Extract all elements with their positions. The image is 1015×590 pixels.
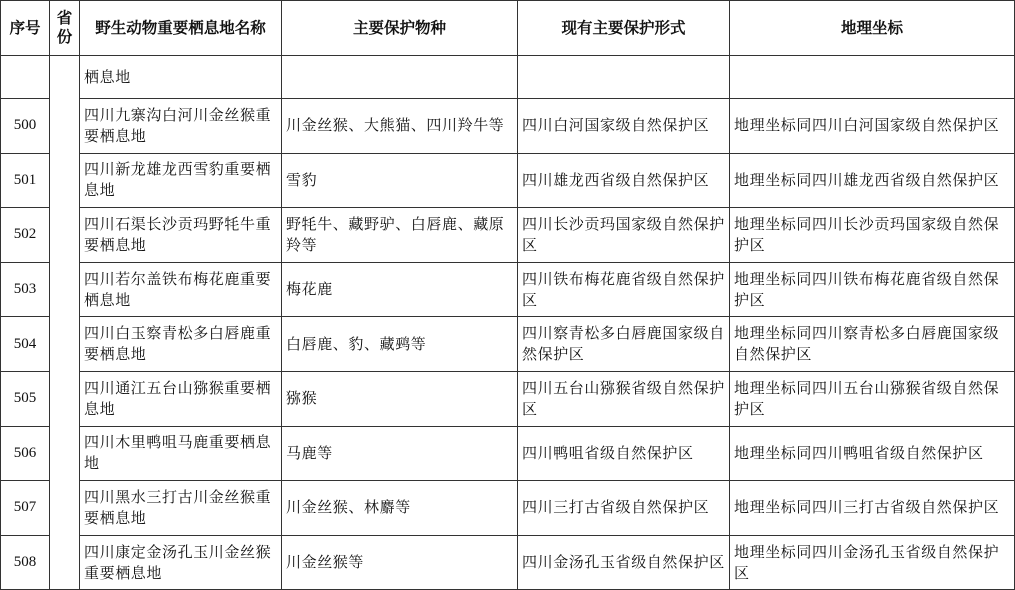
cell-coordinates: [730, 56, 1015, 99]
cell-species: 雪豹: [282, 153, 518, 208]
cell-species: 川金丝猴、大熊猫、四川羚牛等: [282, 99, 518, 154]
cell-coordinates: 地理坐标同四川三打古省级自然保护区: [730, 481, 1015, 536]
header-row: [1, 1, 1015, 56]
table-row: [1, 426, 1015, 481]
header-index: 序号: [1, 1, 50, 56]
table-row: [1, 153, 1015, 208]
header-province-line1: 省: [56, 9, 73, 27]
cell-habitat-name: 四川若尔盖铁布梅花鹿重要栖息地: [80, 262, 282, 317]
cell-protection-form: [518, 56, 730, 99]
table-row: [1, 317, 1015, 372]
cell-protection-form: 四川金汤孔玉省级自然保护区: [518, 535, 730, 590]
cell-index: [1, 56, 50, 99]
cell-province-merged: [50, 56, 80, 590]
cell-species: 马鹿等: [282, 426, 518, 481]
cell-protection-form: 四川长沙贡玛国家级自然保护区: [518, 208, 730, 263]
cell-protection-form: 四川雄龙西省级自然保护区: [518, 153, 730, 208]
cell-coordinates: 地理坐标同四川五台山猕猴省级自然保护区: [730, 371, 1015, 426]
cell-index: 501: [1, 153, 50, 208]
header-province: [50, 1, 80, 56]
cell-species: 梅花鹿: [282, 262, 518, 317]
cell-habitat-name: 四川黑水三打古川金丝猴重要栖息地: [80, 481, 282, 536]
header-habitat-name: 野生动物重要栖息地名称: [80, 1, 282, 56]
cell-species: [282, 56, 518, 99]
cell-coordinates: 地理坐标同四川雄龙西省级自然保护区: [730, 153, 1015, 208]
cell-species: 川金丝猴等: [282, 535, 518, 590]
table-row: [1, 371, 1015, 426]
cell-coordinates: 地理坐标同四川鸭咀省级自然保护区: [730, 426, 1015, 481]
header-coordinates: 地理坐标: [730, 1, 1015, 56]
cell-index: 504: [1, 317, 50, 372]
cell-index: 502: [1, 208, 50, 263]
table-row-continuation: [1, 56, 1015, 99]
cell-coordinates: 地理坐标同四川铁布梅花鹿省级自然保护区: [730, 262, 1015, 317]
cell-protection-form: 四川白河国家级自然保护区: [518, 99, 730, 154]
cell-index: 505: [1, 371, 50, 426]
table-row: [1, 262, 1015, 317]
cell-habitat-name: 四川白玉察青松多白唇鹿重要栖息地: [80, 317, 282, 372]
cell-index: 506: [1, 426, 50, 481]
cell-habitat-name: 四川九寨沟白河川金丝猴重要栖息地: [80, 99, 282, 154]
cell-index: 507: [1, 481, 50, 536]
cell-protection-form: 四川鸭咀省级自然保护区: [518, 426, 730, 481]
cell-index: 508: [1, 535, 50, 590]
header-province-line2: 份: [56, 28, 73, 46]
cell-species: 猕猴: [282, 371, 518, 426]
table-row: [1, 535, 1015, 590]
cell-protection-form: 四川察青松多白唇鹿国家级自然保护区: [518, 317, 730, 372]
cell-habitat-name: 栖息地: [80, 56, 282, 99]
cell-protection-form: 四川铁布梅花鹿省级自然保护区: [518, 262, 730, 317]
cell-habitat-name: 四川木里鸭咀马鹿重要栖息地: [80, 426, 282, 481]
cell-protection-form: 四川三打古省级自然保护区: [518, 481, 730, 536]
cell-index: 503: [1, 262, 50, 317]
header-species: 主要保护物种: [282, 1, 518, 56]
table-row: [1, 208, 1015, 263]
table-row: [1, 481, 1015, 536]
cell-index: 500: [1, 99, 50, 154]
cell-habitat-name: 四川新龙雄龙西雪豹重要栖息地: [80, 153, 282, 208]
cell-species: 川金丝猴、林麝等: [282, 481, 518, 536]
cell-habitat-name: 四川通江五台山猕猴重要栖息地: [80, 371, 282, 426]
cell-species: 白唇鹿、豹、藏鹀等: [282, 317, 518, 372]
cell-coordinates: 地理坐标同四川白河国家级自然保护区: [730, 99, 1015, 154]
cell-protection-form: 四川五台山猕猴省级自然保护区: [518, 371, 730, 426]
cell-habitat-name: 四川康定金汤孔玉川金丝猴重要栖息地: [80, 535, 282, 590]
cell-species: 野牦牛、藏野驴、白唇鹿、藏原羚等: [282, 208, 518, 263]
cell-coordinates: 地理坐标同四川金汤孔玉省级自然保护区: [730, 535, 1015, 590]
table-row: [1, 99, 1015, 154]
cell-coordinates: 地理坐标同四川察青松多白唇鹿国家级自然保护区: [730, 317, 1015, 372]
cell-habitat-name: 四川石渠长沙贡玛野牦牛重要栖息地: [80, 208, 282, 263]
header-protection-form: 现有主要保护形式: [518, 1, 730, 56]
cell-coordinates: 地理坐标同四川长沙贡玛国家级自然保护区: [730, 208, 1015, 263]
